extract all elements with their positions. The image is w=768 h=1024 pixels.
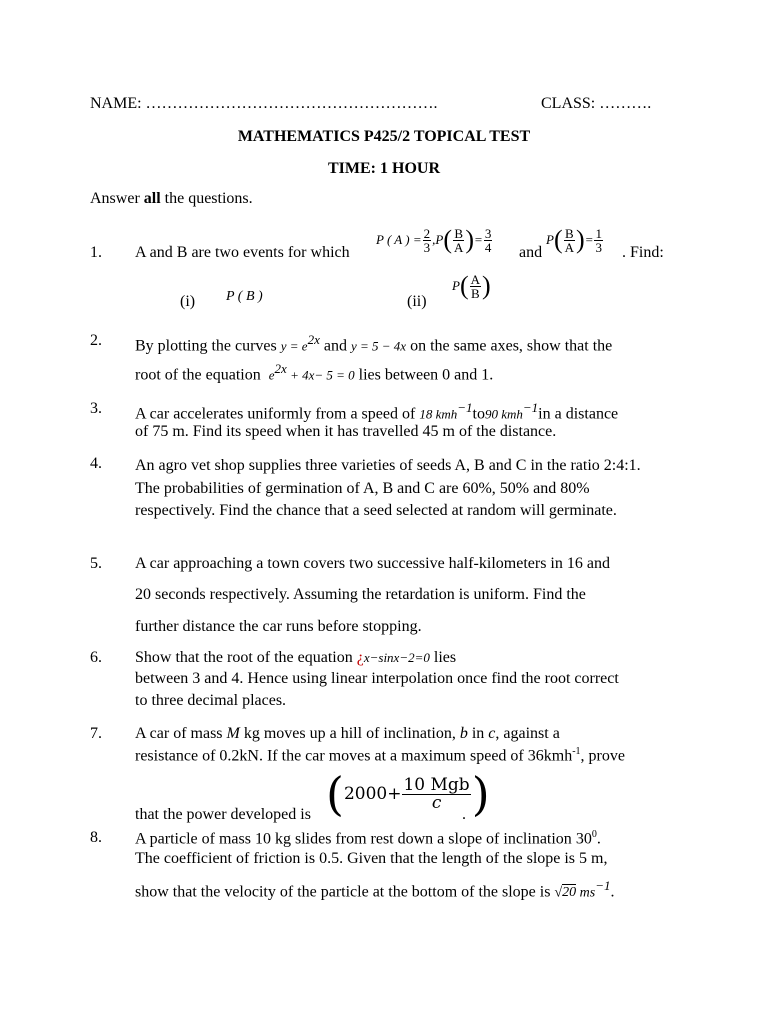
question-text: A particle of mass 10 kg slides from rest down a slope of inclination $30^0$. [135, 829, 601, 848]
question-text: A and B are two events for which [135, 244, 350, 261]
find-word: . Find: [622, 244, 664, 261]
time-label: TIME: 1 HOUR [328, 160, 440, 177]
question-number: 2. [90, 332, 102, 349]
question-text: By plotting the curves $y = e^{2x}$ and y = 5 − 4x on the same axes, show that the [135, 332, 613, 355]
question-text: The coefficient of friction is 0.5. Given that the length of the slope is 5 m, [135, 850, 608, 867]
question-number: 4. [90, 455, 102, 472]
question-text: A car accelerates uniformly from a speed of 18 kmh$^{-1}$to90 kmh$^{-1}$in a distance [135, 400, 619, 423]
instructions: Answer all the questions. [90, 190, 253, 207]
question-text: An agro vet shop supplies three varieties of seeds A, B and C in the ratio 2:4:1. The probabilities of germination of A, B and C are 60%, 50% and 80% respectively. Find the chance that a seed selected at random will germinate. [135, 457, 641, 519]
part-ii-math: P ( $\frac{A}{B}$ ) [452, 271, 491, 301]
part-i-label: (i) [180, 293, 196, 310]
question-text: Show that the root of the equation ¿x−sinx−2=0 lies [135, 649, 457, 666]
question-number: 8. [90, 829, 102, 846]
question-text: 20 seconds respectively. Assuming the retardation is uniform. Find the [135, 586, 586, 603]
question-text: to three decimal places. [135, 692, 287, 709]
question-text: further distance the car runs before stopping. [135, 618, 422, 635]
page-title: MATHEMATICS P425/2 TOPICAL TEST [237, 128, 531, 145]
question-number: 5. [90, 555, 102, 572]
class-label: CLASS: ………. [541, 95, 652, 112]
question-number: 1. [90, 244, 102, 261]
question-text: A car of mass M kg moves up a hill of inclination, b in c, against a [135, 725, 560, 742]
probability-given-2: P ( $\frac{B}{A}$ ) = $\frac{1}{3}$ [546, 225, 602, 255]
question-number: 3. [90, 400, 102, 417]
power-expression: ( 2000+ $\frac{\text{10 Mgb}}{c}$ ) [326, 767, 490, 821]
question-number: 7. [90, 725, 102, 742]
name-label: NAME: ………………………………………………. [90, 95, 438, 112]
probability-given-1: P ( A ) = $\frac{2}{3}$ , P ( $\frac{B}{A}$ ) = $\frac{3}{4}$ [376, 225, 492, 255]
question-text: show that the velocity of the particle at the bottom of the slope is √20 $ms^{-1}$. [135, 878, 615, 901]
question-number: 6. [90, 649, 102, 666]
question-text: A car approaching a town covers two successive half-kilometers in 16 and [135, 555, 610, 572]
period: . [462, 806, 466, 823]
question-text: root of the equation $e^{2x} + 4x- 5 = 0$ lies between 0 and 1. [135, 361, 494, 384]
question-text: resistance of 0.2kN. If the car moves at a maximum speed of 36kmh$^{-1}$, prove [135, 746, 625, 765]
question-text: that the power developed is [135, 806, 311, 823]
and-word: and [519, 244, 543, 261]
part-ii-label: (ii) [407, 293, 427, 310]
part-i-math: P ( B ) [226, 289, 263, 304]
question-text: between 3 and 4. Hence using linear interpolation once find the root correct [135, 670, 619, 687]
question-text: of 75 m. Find its speed when it has travelled 45 m of the distance. [135, 423, 557, 440]
